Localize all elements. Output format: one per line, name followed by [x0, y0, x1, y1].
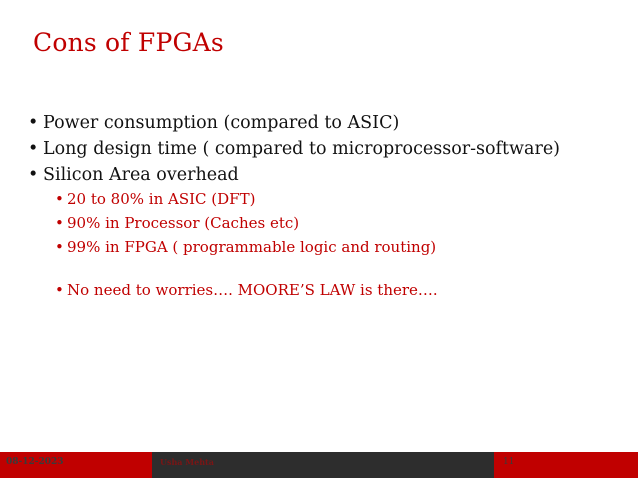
sub-bullet-marker: • — [55, 238, 64, 256]
bullet-text: Silicon Area overhead — [43, 165, 239, 185]
sub-bullet-item — [55, 238, 618, 257]
sub-bullet-text: 99% in FPGA ( programmable logic and routing) — [67, 238, 437, 256]
sub-bullet-item — [55, 190, 618, 209]
footer-date: 08-12-2023 — [0, 452, 152, 478]
bullet-list — [28, 112, 618, 305]
footer-author: Usha Mehta — [160, 457, 214, 467]
sub-bullet-text: 90% in Processor (Caches etc) — [67, 214, 300, 232]
slide-footer — [0, 452, 638, 478]
sub-bullet-text: 20 to 80% in ASIC (DFT) — [67, 190, 256, 208]
sub-bullet-marker: • — [55, 214, 64, 232]
sub-bullet-item — [55, 214, 618, 233]
bullet-spacer — [28, 262, 618, 281]
sub-bullet-marker: • — [55, 281, 64, 299]
sub-bullet-item-final — [55, 281, 618, 300]
bullet-marker: • — [28, 113, 39, 133]
bullet-marker: • — [28, 165, 39, 185]
bullet-text: Power consumption (compared to ASIC) — [43, 113, 400, 133]
bullet-item — [28, 112, 618, 134]
sub-bullet-text: No need to worries…. MOORE’S LAW is there…. — [67, 281, 438, 299]
bullet-item — [28, 164, 618, 186]
footer-page-number: 11 — [494, 452, 638, 478]
slide-title: Cons of FPGAs — [33, 28, 224, 57]
bullet-item — [28, 138, 618, 160]
bullet-text: Long design time ( compared to microprocessor-software) — [43, 139, 561, 159]
bullet-marker: • — [28, 139, 39, 159]
sub-bullet-marker: • — [55, 190, 64, 208]
